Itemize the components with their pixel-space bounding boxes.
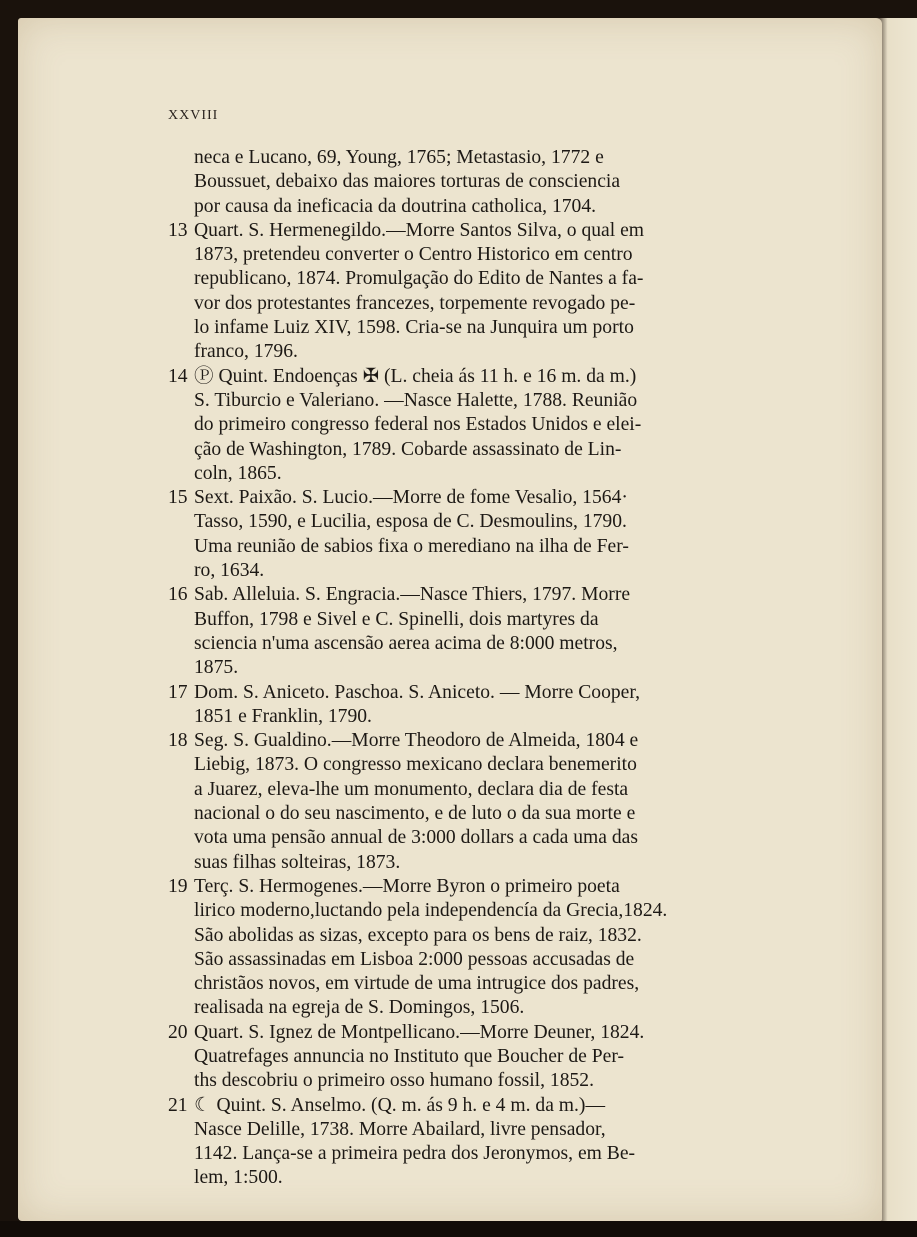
line-text: ☾ Quint. S. Anselmo. (Q. m. ás 9 h. e 4 m. da m.)— [194, 1094, 606, 1116]
line-text: nacional o do seu nascimento, e de luto o da sua morte e [194, 803, 636, 825]
text-line [168, 875, 792, 899]
text-line [168, 535, 792, 559]
line-text: Dom. S. Aniceto. Paschoa. S. Aniceto. — Morre Cooper, [194, 681, 641, 703]
text-line [168, 267, 792, 291]
line-text: coln, 1865. [194, 462, 282, 484]
line-text: S. Tiburcio e Valeriano. —Nasce Halette, 1788. Reunião [194, 389, 638, 411]
text-line [168, 1021, 792, 1045]
line-text: Sext. Paixão. S. Lucio.—Morre de fome Vesalio, 1564· [194, 487, 628, 509]
text-line [168, 778, 792, 802]
text-line [168, 1166, 792, 1190]
line-text: Quatrefages annuncia no Instituto que Boucher de Per- [194, 1045, 624, 1067]
text-line [168, 948, 792, 972]
text-line [168, 681, 792, 705]
text-line [168, 996, 792, 1020]
line-text: por causa da ineficacia da doutrina catholica, 1704. [194, 195, 597, 217]
text-line [168, 1094, 792, 1118]
text-line [168, 462, 792, 486]
line-text: sciencia n'uma ascensão aerea acima de 8:000 metros, [194, 632, 618, 654]
text-line [168, 608, 792, 632]
text-line [168, 486, 792, 510]
text-line [168, 826, 792, 850]
almanac-text [168, 146, 792, 1191]
day-number: 21 [168, 1094, 188, 1116]
text-line [168, 632, 792, 656]
text-line [168, 243, 792, 267]
day-number: 14 [168, 365, 188, 387]
text-line [168, 510, 792, 534]
line-text: suas filhas solteiras, 1873. [194, 851, 401, 873]
line-text: lirico moderno,luctando pela independencía da Grecia,1824. [194, 900, 668, 922]
text-line [168, 316, 792, 340]
text-line [168, 972, 792, 996]
line-text: do primeiro congresso federal nos Estados Unidos e elei- [194, 414, 642, 436]
line-text: lem, 1:500. [194, 1167, 283, 1189]
day-number: 15 [168, 487, 188, 509]
text-line [168, 753, 792, 777]
text-line [168, 195, 792, 219]
line-text: 1851 e Franklin, 1790. [194, 705, 372, 727]
line-text: republicano, 1874. Promulgação do Edito de Nantes a fa- [194, 268, 644, 290]
line-text: São abolidas as sizas, excepto para os bens de raiz, 1832. [194, 924, 642, 946]
line-text: vor dos protestantes francezes, torpemente revogado pe- [194, 292, 636, 314]
line-text: Quart. S. Hermenegildo.—Morre Santos Silva, o qual em [194, 219, 645, 241]
text-line [168, 438, 792, 462]
day-number: 20 [168, 1021, 188, 1043]
day-number: 16 [168, 584, 188, 606]
text-line [168, 292, 792, 316]
text-line [168, 583, 792, 607]
day-number: 13 [168, 219, 188, 241]
day-number: 19 [168, 875, 188, 897]
line-text: Quart. S. Ignez de Montpellicano.—Morre Deuner, 1824. [194, 1021, 645, 1043]
line-text: ção de Washington, 1789. Cobarde assassinato de Lin- [194, 438, 622, 460]
line-text: Uma reunião de sabios fixa o merediano na ilha de Fer- [194, 535, 629, 557]
day-number: 18 [168, 730, 188, 752]
text-line [168, 1118, 792, 1142]
page-number: XXVIII [168, 108, 219, 123]
line-text: ro, 1634. [194, 560, 265, 582]
line-text: Liebig, 1873. O congresso mexicano declara benemerito [194, 754, 637, 776]
text-line [168, 340, 792, 364]
text-line [168, 559, 792, 583]
line-text: Tasso, 1590, e Lucilia, esposa de C. Desmoulins, 1790. [194, 511, 627, 533]
bottom-band [0, 1221, 917, 1237]
text-line [168, 219, 792, 243]
text-line [168, 656, 792, 680]
line-text: 1875. [194, 657, 239, 679]
line-text: 1873, pretendeu converter o Centro Historico em centro [194, 244, 633, 266]
line-text: São assassinadas em Lisboa 2:000 pessoas accusadas de [194, 948, 635, 970]
line-text: Seg. S. Gualdino.—Morre Theodoro de Almeida, 1804 e [194, 730, 639, 752]
line-text: franco, 1796. [194, 341, 298, 363]
text-line [168, 729, 792, 753]
line-text: 1142. Lança-se a primeira pedra dos Jeronymos, em Be- [194, 1143, 636, 1165]
line-text: lo infame Luiz XIV, 1598. Cria-se na Junquira um porto [194, 317, 634, 339]
line-text: ths descobriu o primeiro osso humano fossil, 1852. [194, 1070, 595, 1092]
text-line [168, 1069, 792, 1093]
line-text: christãos novos, em virtude de uma intrugice dos padres, [194, 973, 640, 995]
text-line [168, 924, 792, 948]
text-line [168, 1045, 792, 1069]
line-text: Ⓟ Quint. Endoenças ✠ (L. cheia ás 11 h. e 16 m. da m.) [194, 365, 637, 387]
text-line [168, 705, 792, 729]
text-line [168, 146, 792, 170]
line-text: a Juarez, eleva-lhe um monumento, declara dia de festa [194, 778, 629, 800]
line-text: Sab. Alleluia. S. Engracia.—Nasce Thiers, 1797. Morre [194, 584, 631, 606]
text-line [168, 413, 792, 437]
text-line [168, 389, 792, 413]
text-line [168, 899, 792, 923]
text-line [168, 851, 792, 875]
text-line [168, 365, 792, 389]
line-text: Boussuet, debaixo das maiores torturas de consciencia [194, 171, 621, 193]
line-text: Buffon, 1798 e Sivel e C. Spinelli, dois martyres da [194, 608, 599, 630]
day-number: 17 [168, 681, 188, 703]
line-text: vota uma pensão annual de 3:000 dollars a cada uma das [194, 827, 638, 849]
text-line [168, 170, 792, 194]
line-text: Terç. S. Hermogenes.—Morre Byron o primeiro poeta [194, 875, 620, 897]
line-text: Nasce Delille, 1738. Morre Abailard, livre pensador, [194, 1118, 606, 1140]
text-line [168, 802, 792, 826]
line-text: realisada na egreja de S. Domingos, 1506. [194, 997, 525, 1019]
text-line [168, 1142, 792, 1166]
line-text: neca e Lucano, 69, Young, 1765; Metastasio, 1772 e [194, 147, 604, 168]
